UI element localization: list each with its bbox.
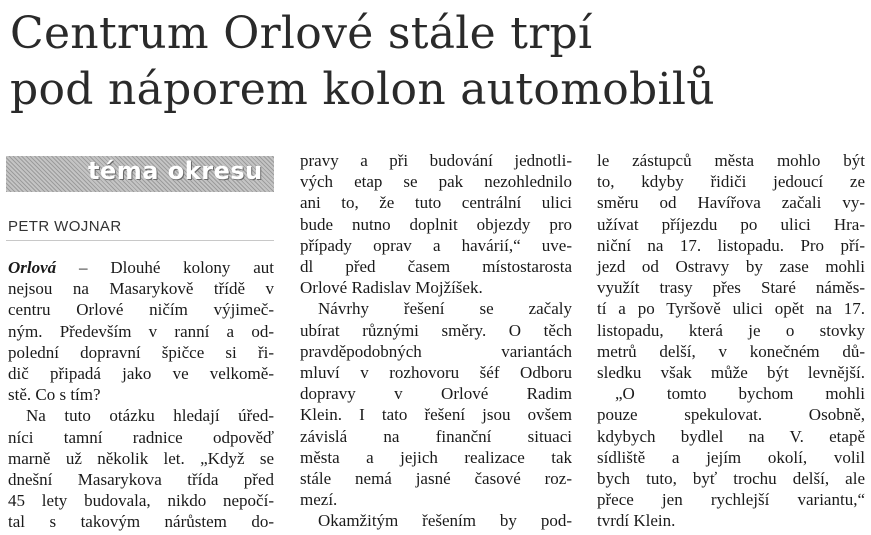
text-line: směru od Havířova začali vy- (597, 193, 865, 213)
text-line: stě. Co s tím? (8, 385, 101, 405)
text-line: ubírat různými směry. O těch (300, 320, 572, 340)
text-line: metrů delší, v konečném dů- (597, 341, 865, 361)
text-line: kdybych bydlel na V. etapě (597, 426, 865, 446)
text-line: niční na 17. listopadu. Pro pří- (597, 235, 865, 255)
article-column-2 (300, 150, 572, 532)
text-line: bude nutno doplnit objezdy pro (300, 214, 572, 234)
text-line: sídliště a jejím okolí, volil (597, 447, 865, 467)
text-line: le zástupců města mohlo být (597, 151, 865, 170)
text-line: pravy a při budování jednotli- (300, 151, 572, 170)
text-line: závislá na finanční situaci (300, 426, 572, 446)
section-rubric (6, 156, 274, 192)
text-line: tal s takovým nárůstem do- (8, 512, 274, 532)
text-line: pouze spekulovat. Osobně, (597, 405, 865, 425)
text-line: vých etap se pak nezohlednilo (300, 172, 572, 192)
text-line: mluví v rozhovoru šéf Odboru (300, 363, 572, 383)
text-line: dič připadá jako ve velkomě- (8, 364, 274, 384)
text-line: tí a po Tyršově ulici opět na 17. (597, 299, 865, 319)
text-line: pravděpodobných variantách (300, 341, 572, 361)
text-line: využít trasy přes Staré náměs- (597, 278, 865, 298)
text-line: marně už několik let. „Když se (8, 448, 274, 468)
text-line: užívat příjezdu po ulici Hra- (597, 214, 865, 234)
article-column-3 (597, 150, 865, 532)
headline-line-2: pod náporem kolon automobilů (10, 64, 715, 115)
text-line: níci tamní radnice odpověď (8, 427, 274, 447)
divider (6, 240, 274, 241)
text-line: listopadu, která je o stovky (597, 320, 865, 340)
text-line: Klein. I tato řešení jsou ovšem (300, 405, 572, 425)
text-line: Okamžitým řešením by pod- (318, 511, 572, 531)
headline (10, 6, 865, 118)
text-line: ným. Především v ranní a od- (8, 321, 274, 341)
text-line: Orlové Radislav Mojžíšek. (300, 278, 483, 298)
text-line: přece jen rychlejší variantu,“ (597, 490, 865, 510)
text-line: ani to, že tuto centrální ulici (300, 193, 572, 213)
text-line: 45 lety budovala, nikdo nepočí- (8, 491, 274, 511)
text-line: jezd od Ostravy by zase mohli (597, 257, 865, 277)
text-line: polední dopravní špičce si ři- (8, 342, 274, 362)
text-line: dopravy v Orlové Radim (300, 384, 572, 404)
text-line: mezí. (300, 490, 338, 510)
text-line: bych tuto, byť trochu delší, ale (597, 469, 865, 489)
text-line: to, kdyby řidiči jedoucí ze (597, 172, 865, 192)
dateline-place: Orlová (8, 258, 57, 277)
text-line: Orlová – Dlouhé kolony aut (8, 258, 274, 277)
headline-line-1: Centrum Orlové stále trpí (10, 8, 593, 59)
text-line: případy oprav a havárií,“ uve- (300, 235, 572, 255)
text-line: sledku však může být levnější. (597, 363, 865, 383)
text-line: stále nemá jasné časové roz- (300, 469, 572, 489)
article-column-1 (8, 257, 274, 533)
text-line: tvrdí Klein. (597, 511, 676, 531)
text-line: centru Orlové ničím výjimeč- (8, 300, 274, 320)
text-line: „O tomto bychom mohli (615, 384, 865, 404)
text-line: dl před časem místostarosta (300, 257, 572, 277)
text-line: města a jejich realizace tak (300, 447, 572, 467)
text-line: Návrhy řešení se začaly (318, 299, 572, 319)
author-byline: PETR WOJNAR (8, 218, 122, 235)
text-line: nejsou na Masarykově třídě v (8, 279, 274, 299)
section-rubric-label: téma okresu (88, 157, 263, 185)
text-line: dnešní Masarykova třída před (8, 470, 274, 490)
text-line: Na tuto otázku hledají úřed- (26, 406, 274, 426)
